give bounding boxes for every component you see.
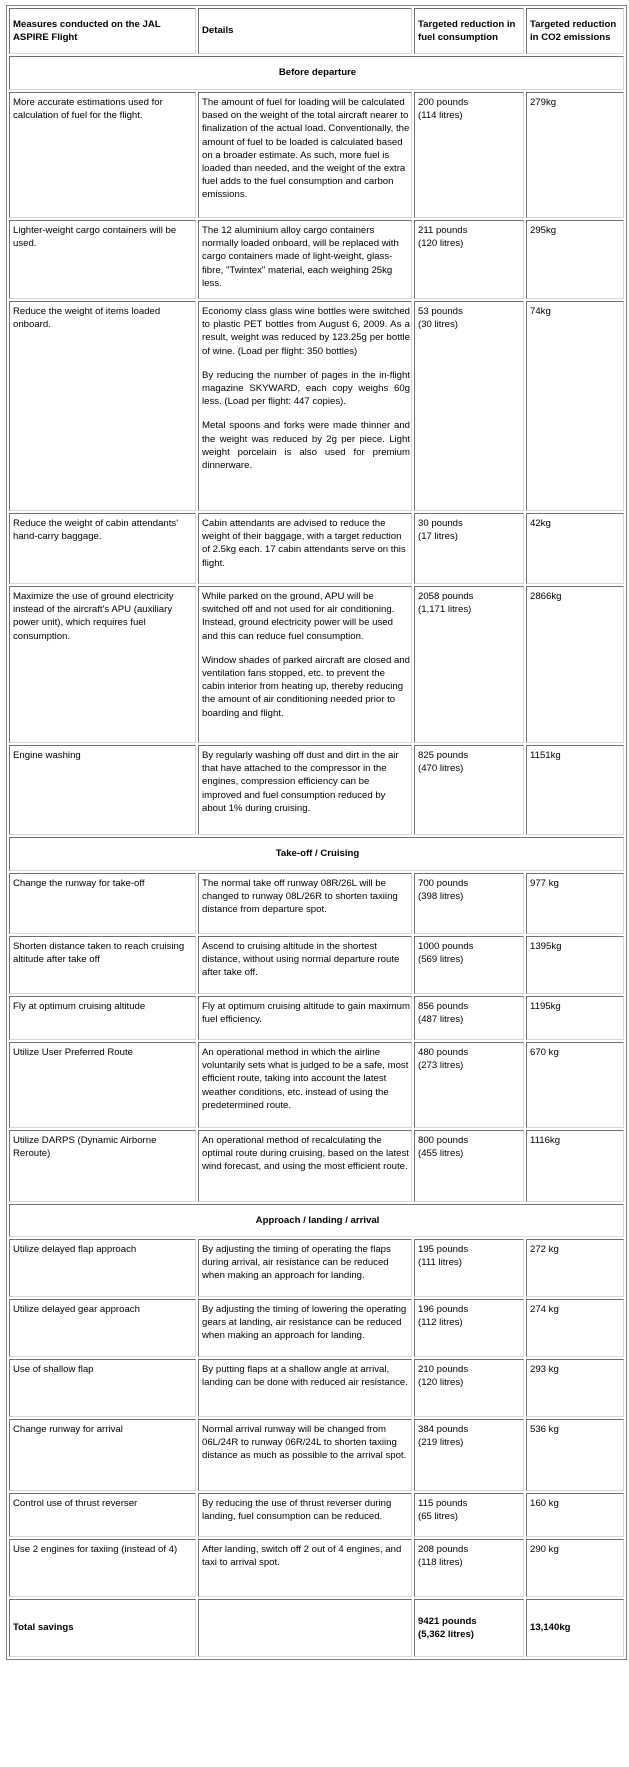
fuel-litres: (470 litres) [418,763,464,775]
total-fuel-litres: (5,362 litres) [418,1629,474,1640]
table-row [9,936,624,994]
total-label: Total savings [9,1599,196,1657]
fuel-litres: (219 litres) [418,1437,464,1449]
fuel-pounds: 700 pounds [418,878,469,889]
co2-cell: 160 kg [526,1493,624,1537]
table-row [9,92,624,218]
fuel-cell [414,1130,524,1202]
details-cell [198,1130,412,1202]
details-cell [198,1042,412,1128]
table-row [9,1493,624,1537]
details-text: Ascend to cruising altitude in the shortest distance, without using normal departure route after take off. [202,941,400,979]
section-takeoff-cruising: Take-off / Cruising [9,837,624,871]
co2-cell: 272 kg [526,1239,624,1297]
measure-cell: Maximize the use of ground electricity instead of the aircraft's APU (auxiliary power unit), which requires fuel consumption. [9,586,196,743]
co2-cell: 290 kg [526,1539,624,1597]
measure-cell: Utilize delayed flap approach [9,1239,196,1297]
fuel-pounds: 210 pounds [418,1364,469,1375]
details-cell [198,220,412,299]
co2-cell: 536 kg [526,1419,624,1491]
fuel-litres: (65 litres) [418,1511,458,1523]
header-details: Details [198,8,412,54]
fuel-cell [414,996,524,1040]
measure-cell: Use of shallow flap [9,1359,196,1417]
co2-cell: 2866kg [526,586,624,743]
fuel-litres: (455 litres) [418,1148,464,1160]
co2-cell: 279kg [526,92,624,218]
total-fuel-pounds: 9421 pounds [418,1615,477,1627]
details-text: Fly at optimum cruising altitude to gain maximum fuel efficiency. [202,1001,410,1026]
details-cell [198,1359,412,1417]
details-text: Cabin attendants are advised to reduce the weight of their baggage, with a target reduction of 2.5kg each. 17 cabin attendants serve on this flight. [202,518,406,569]
fuel-cell [414,1042,524,1128]
details-text: Metal spoons and forks were made thinner and the weight was reduced by 2g per piece. Light weight porcelain is also used for premium dinnerware. [202,420,410,472]
fuel-cell [414,220,524,299]
co2-cell: 670 kg [526,1042,624,1128]
details-cell [198,936,412,994]
fuel-pounds: 115 pounds [418,1498,468,1509]
section-row [9,1204,624,1237]
section-approach-landing: Approach / landing / arrival [9,1204,624,1237]
details-cell [198,996,412,1040]
details-cell [198,92,412,218]
details-cell [198,1299,412,1357]
details-text: By reducing the use of thrust reverser during landing, fuel consumption can be reduced. [202,1498,392,1523]
fuel-cell [414,1239,524,1297]
table-row [9,1539,624,1597]
details-cell [198,1493,412,1537]
measure-cell: Shorten distance taken to reach cruising altitude after take off [9,936,196,994]
measure-cell: Reduce the weight of items loaded onboard. [9,301,196,511]
fuel-litres: (17 litres) [418,531,458,543]
fuel-pounds: 2058 pounds [418,591,474,602]
table-row [9,873,624,934]
details-text: While parked on the ground, APU will be switched off and not used for air conditioning. Instead, ground electricity power will be used and this can reduce fuel consumption. [202,591,395,642]
header-measures: Measures conducted on the JAL ASPIRE Flight [9,8,196,54]
total-details-empty [198,1599,412,1657]
fuel-cell [414,513,524,584]
fuel-litres: (120 litres) [418,1377,464,1389]
fuel-cell [414,1539,524,1597]
co2-cell: 274 kg [526,1299,624,1357]
details-text: Window shades of parked aircraft are closed and ventilation fans stopped, etc. to prevent the cabin interior from heating up, thereby reducing the amount of air conditioning needed prior to boarding and flight. [202,654,410,719]
fuel-litres: (487 litres) [418,1014,464,1026]
fuel-pounds: 825 pounds [418,750,469,761]
fuel-cell [414,1419,524,1491]
co2-cell: 293 kg [526,1359,624,1417]
fuel-pounds: 1000 pounds [418,941,474,952]
measure-cell: Utilize delayed gear approach [9,1299,196,1357]
fuel-cell [414,586,524,743]
fuel-litres: (569 litres) [418,954,464,966]
table-row [9,301,624,511]
co2-cell: 295kg [526,220,624,299]
details-cell [198,873,412,934]
total-fuel-cell [414,1599,524,1657]
details-cell [198,513,412,584]
details-cell [198,1239,412,1297]
details-text: An operational method of recalculating the optimal route during cruising, based on the latest wind forecast, and using the most efficient route. [202,1135,409,1173]
measure-cell: More accurate estimations used for calculation of fuel for the flight. [9,92,196,218]
fuel-cell [414,1299,524,1357]
fuel-cell [414,745,524,835]
fuel-pounds: 211 pounds [418,225,468,236]
fuel-cell [414,1359,524,1417]
fuel-pounds: 800 pounds [418,1135,469,1146]
table-row [9,1359,624,1417]
fuel-pounds: 196 pounds [418,1304,469,1315]
details-text: By putting flaps at a shallow angle at arrival, landing can be done with reduced air resistance. [202,1364,408,1389]
fuel-litres: (120 litres) [418,238,464,250]
table-row [9,1239,624,1297]
fuel-cell [414,301,524,511]
fuel-litres: (111 litres) [418,1257,462,1269]
measure-cell: Use 2 engines for taxiing (instead of 4) [9,1539,196,1597]
details-text: Normal arrival runway will be changed from 06L/24R to runway 06R/24L to shorten taxiing distance as much as possible to the arrival spot. [202,1424,407,1462]
table-row [9,745,624,835]
measure-cell: Change runway for arrival [9,1419,196,1491]
table-row [9,1042,624,1128]
details-text: By adjusting the timing of lowering the operating gears at landing, air resistance can be reduced when making an approach for landing. [202,1304,407,1342]
measure-cell: Utilize DARPS (Dynamic Airborne Reroute) [9,1130,196,1202]
fuel-litres: (1,171 litres) [418,604,472,616]
fuel-pounds: 384 pounds [418,1424,469,1435]
fuel-pounds: 30 pounds [418,518,463,529]
header-fuel: Targeted reduction in fuel consumption [414,8,524,54]
measure-cell: Reduce the weight of cabin attendants' hand-carry baggage. [9,513,196,584]
section-before-departure: Before departure [9,56,624,90]
fuel-pounds: 200 pounds [418,97,469,108]
co2-cell: 42kg [526,513,624,584]
details-cell [198,301,412,511]
co2-cell: 1116kg [526,1130,624,1202]
details-text: By adjusting the timing of operating the flaps during arrival, air resistance can be reduced when making an approach for landing. [202,1244,391,1282]
fuel-cell [414,1493,524,1537]
section-row [9,56,624,90]
details-text: By reducing the number of pages in the in-flight magazine SKYWARD, each copy weighs 60g less. (Load per flight: 447 copies). [202,369,410,408]
details-text: Economy class glass wine bottles were switched to plastic PET bottles from August 6, 2009. As a result, weight was reduced by 123.25g per bottle of wine. (Load per flight: 350 bottles) [202,306,410,357]
table-row [9,1419,624,1491]
header-co2: Targeted reduction in CO2 emissions [526,8,624,54]
fuel-reduction-table [6,5,627,1660]
details-cell [198,1539,412,1597]
total-co2: 13,140kg [526,1599,624,1657]
fuel-litres: (114 litres) [418,110,463,122]
fuel-litres: (398 litres) [418,891,464,903]
details-cell [198,586,412,743]
co2-cell: 1395kg [526,936,624,994]
section-row [9,837,624,871]
co2-cell: 1151kg [526,745,624,835]
details-text: By regularly washing off dust and dirt in the air that have attached to the compressor in the engines, compression efficiency can be improved and fuel consumption reduced by about 1% during cruising. [202,750,399,814]
fuel-litres: (118 litres) [418,1557,463,1569]
fuel-cell [414,936,524,994]
co2-cell: 977 kg [526,873,624,934]
fuel-pounds: 208 pounds [418,1544,469,1555]
table-row [9,220,624,299]
table-header-row [9,8,624,54]
fuel-cell [414,92,524,218]
measure-cell: Engine washing [9,745,196,835]
table-row [9,1130,624,1202]
table-row [9,586,624,743]
measure-cell: Change the runway for take-off [9,873,196,934]
fuel-pounds: 480 pounds [418,1047,469,1058]
fuel-litres: (30 litres) [418,319,458,331]
total-row [9,1599,624,1657]
details-text: The 12 aluminium alloy cargo containers normally loaded onboard, will be replaced with cargo containers made of light-weight, glass-fibre, "Twintex" material, each weighing 25kg less. [202,225,399,289]
fuel-pounds: 53 pounds [418,306,463,317]
details-text: After landing, switch off 2 out of 4 engines, and taxi to arrival spot. [202,1544,402,1569]
fuel-cell [414,873,524,934]
measure-cell: Lighter-weight cargo containers will be used. [9,220,196,299]
fuel-litres: (273 litres) [418,1060,464,1072]
measure-cell: Fly at optimum cruising altitude [9,996,196,1040]
fuel-pounds: 856 pounds [418,1001,469,1012]
table-row [9,1299,624,1357]
co2-cell: 74kg [526,301,624,511]
details-text: The normal take off runway 08R/26L will be changed to runway 08L/26R to shorten taxiing distance from departure spot. [202,878,398,916]
co2-cell: 1195kg [526,996,624,1040]
fuel-litres: (112 litres) [418,1317,463,1329]
details-text: An operational method in which the airline voluntarily sets what is judged to be a safe, most efficient route, taking into account the latest weather conditions, etc. instead of using the predetermined route. [202,1047,409,1111]
measure-cell: Utilize User Preferred Route [9,1042,196,1128]
details-cell [198,745,412,835]
table-row [9,513,624,584]
details-text: The amount of fuel for loading will be calculated based on the weight of the total aircraft nearer to finalization of the actual load. Conventionally, the amount of fuel to be loaded is calculated based on a broader estimate. As such, more fuel is loaded than needed, and the weight of the extra fuel adds to the fuel consumption and carbon emissions. [202,97,410,201]
details-cell [198,1419,412,1491]
fuel-pounds: 195 pounds [418,1244,469,1255]
measure-cell: Control use of thrust reverser [9,1493,196,1537]
table-row [9,996,624,1040]
